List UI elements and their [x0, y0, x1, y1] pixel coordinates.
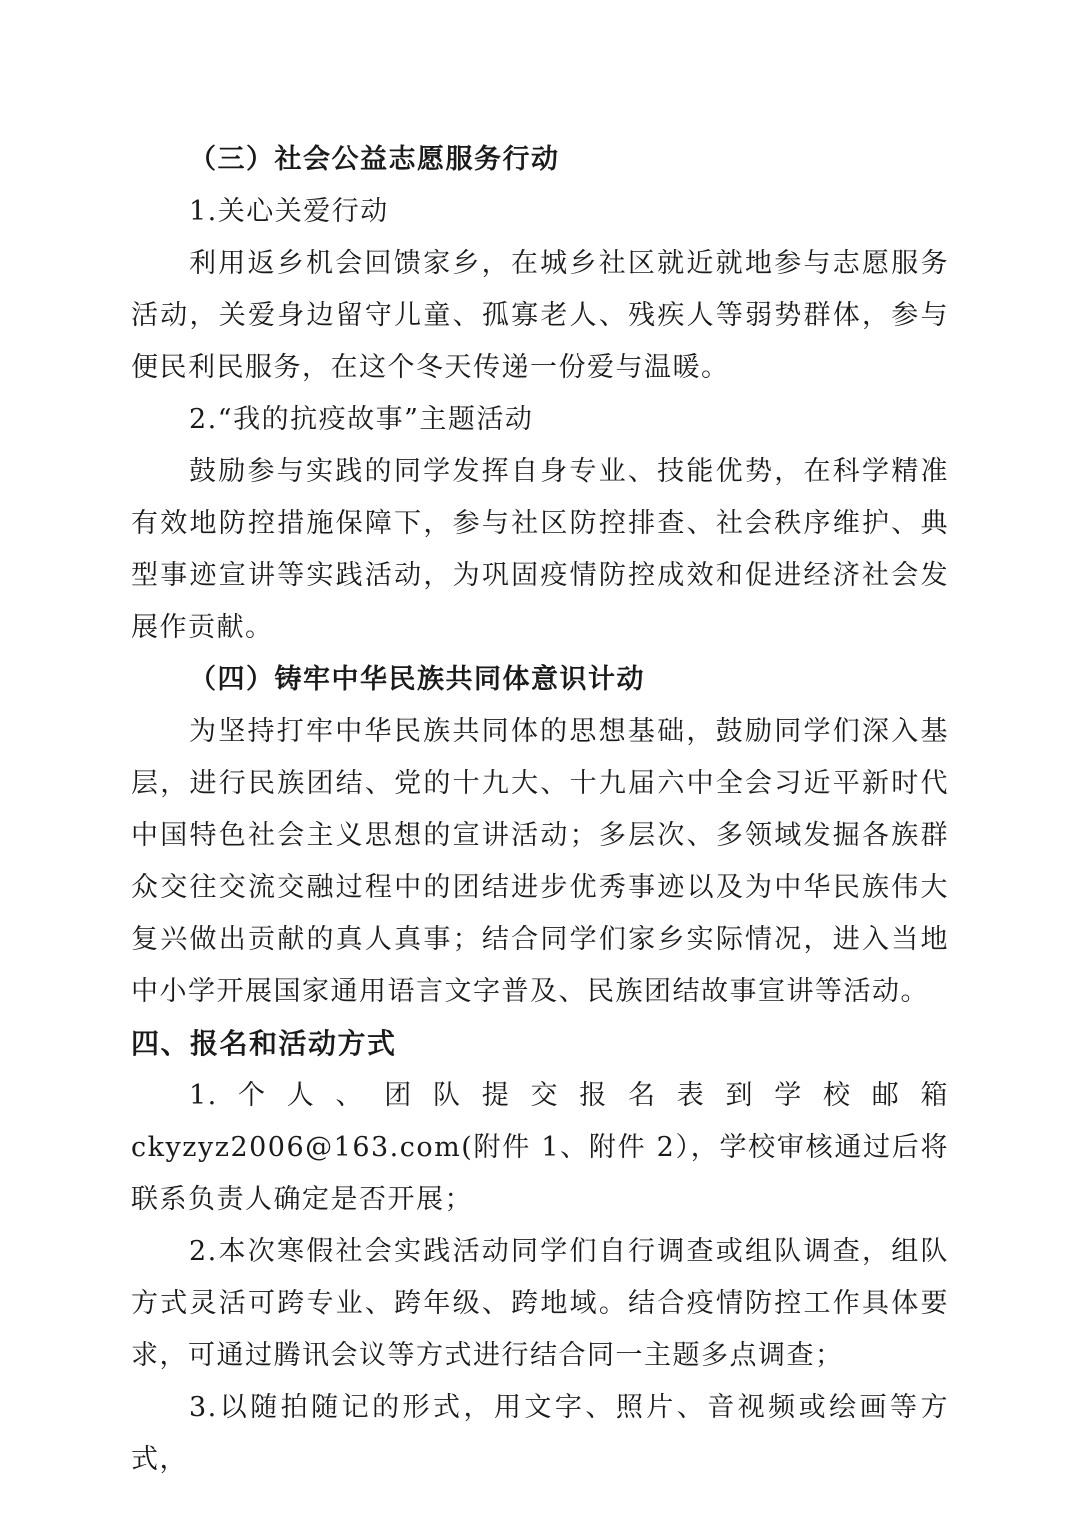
heading-community-volunteer: （三）社会公益志愿服务行动	[189, 144, 560, 175]
registration-step-2: 2.本次寒假社会实践活动同学们自行调查或组队调查，组队方式灵活可跨专业、跨年级、跨地域。结合疫情防控工作具体要求，可通过腾讯会议等方式进行结合同一主题多点调查；	[131, 1236, 949, 1371]
item-epidemic-story-body: 鼓励参与实践的同学发挥自身专业、技能优势，在科学精准有效地防控措施保障下，参与社区防控排查、社会秩序维护、典型事迹宣讲等实践活动，为巩固疫情防控成效和促进经济社会发展作贡献。	[131, 456, 949, 643]
registration-step-3: 3.以随拍随记的形式，用文字、照片、音视频或绘画等方式，	[131, 1392, 949, 1475]
section-registration-title: 四、报名和活动方式	[131, 1027, 397, 1060]
item-care-body: 利用返乡机会回馈家乡，在城乡社区就近就地参与志愿服务活动，关爱身边留守儿童、孤寡老人、残疾人等弱势群体，参与便民利民服务，在这个冬天传递一份爱与温暖。	[131, 248, 949, 383]
heading-national-unity: （四）铸牢中华民族共同体意识计动	[189, 664, 645, 695]
item-epidemic-story-title: 2.“我的抗疫故事”主题活动	[189, 404, 534, 435]
registration-step-1: 1.个人、团队提交报名表到学校邮箱 ckyzyz2006@163.com(附件 1、附件 2），学校审核通过后将联系负责人确定是否开展；	[131, 1080, 949, 1215]
document-body	[131, 134, 949, 1486]
item-care-title: 1.关心关爱行动	[189, 196, 389, 227]
national-unity-body: 为坚持打牢中华民族共同体的思想基础，鼓励同学们深入基层，进行民族团结、党的十九大、十九届六中全会习近平新时代中国特色社会主义思想的宣讲活动；多层次、多领域发掘各族群众交往交流交融过程中的团结进步优秀事迹以及为中华民族伟大复兴做出贡献的真人真事；结合同学们家乡实际情况，进入当地中小学开展国家通用语言文字普及、民族团结故事宣讲等活动。	[131, 716, 949, 1007]
